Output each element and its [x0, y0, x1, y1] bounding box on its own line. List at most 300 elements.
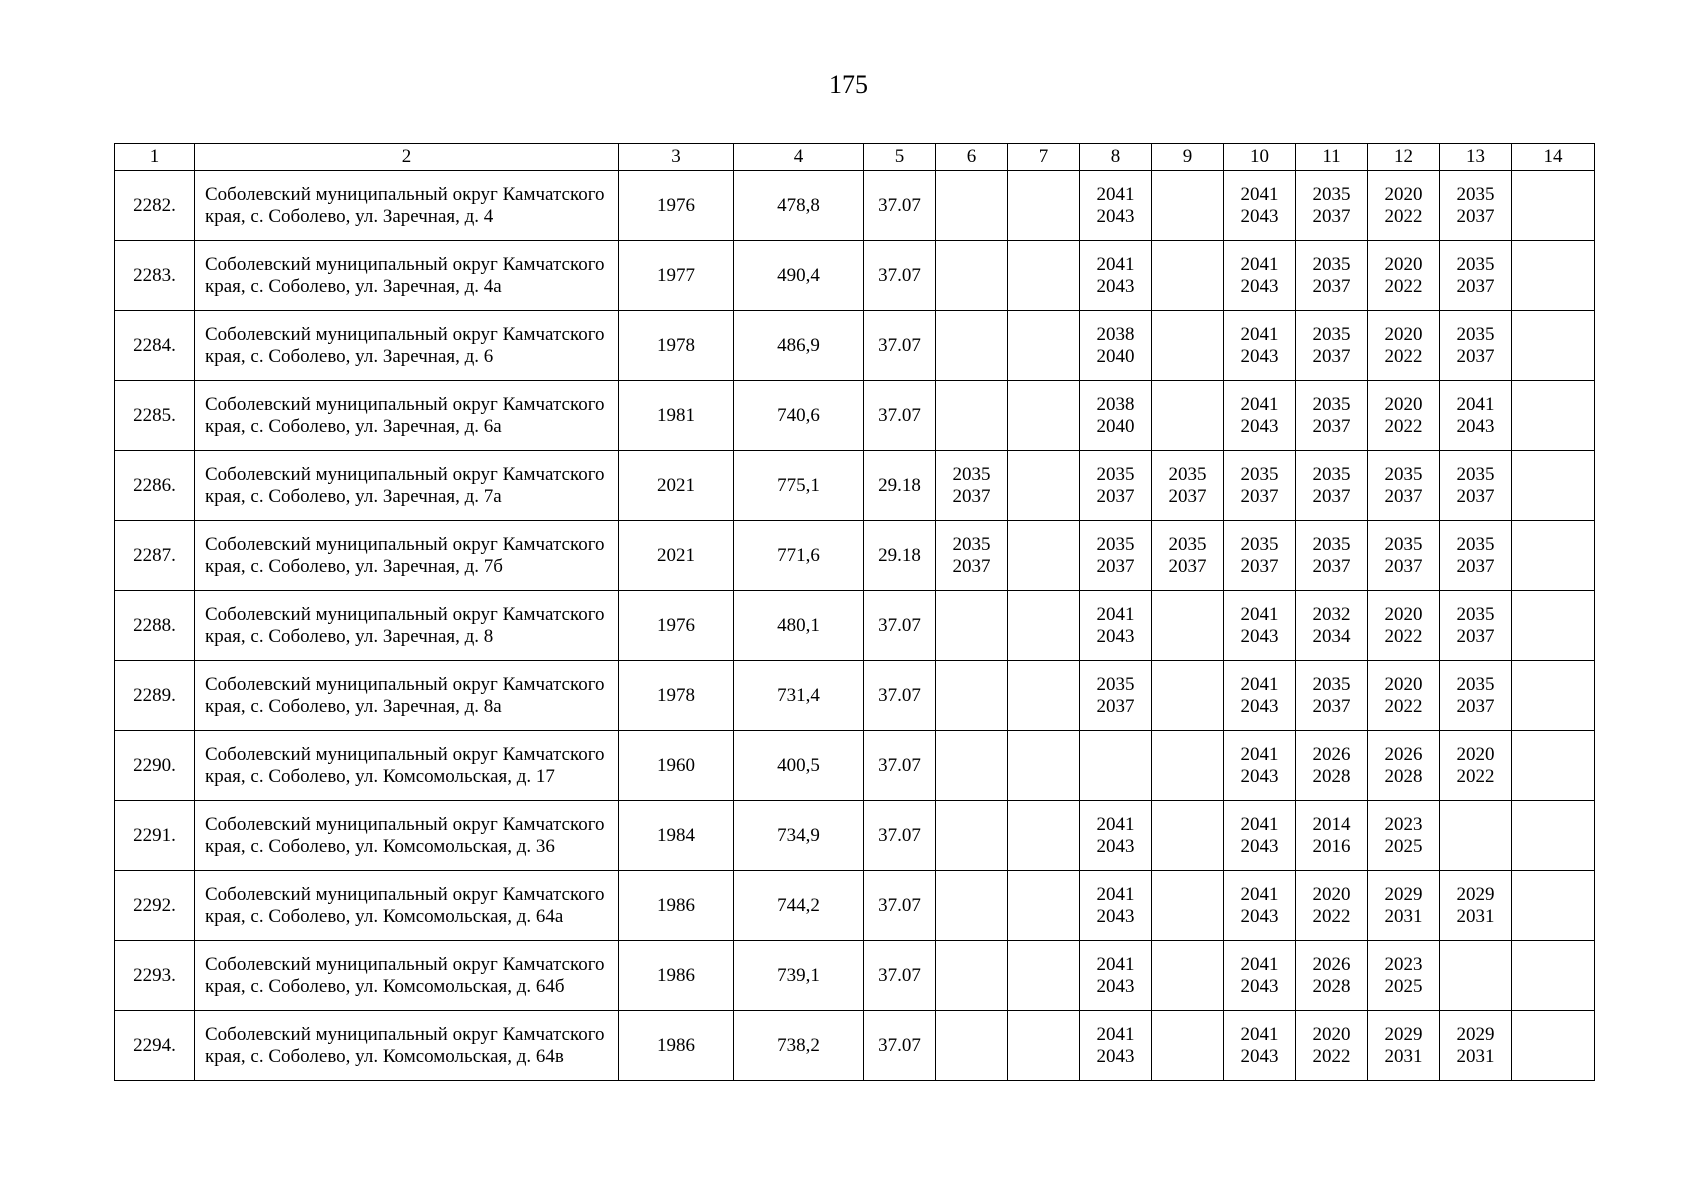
address-cell: Соболевский муниципальный округ Камчатского края, с. Соболево, ул. Заречная, д. 8 [195, 591, 619, 661]
period-cell-10 [1224, 451, 1296, 521]
end-year: 2043 [1096, 205, 1135, 227]
period-cell-14 [1512, 311, 1595, 381]
column-header-12: 12 [1368, 144, 1440, 171]
end-year: 2022 [1384, 415, 1423, 437]
address-cell: Соболевский муниципальный округ Камчатского края, с. Соболево, ул. Заречная, д. 7б [195, 521, 619, 591]
period-cell-10 [1224, 801, 1296, 871]
start-year: 2035 [1456, 253, 1495, 275]
start-year: 2035 [1240, 533, 1279, 555]
start-year: 2020 [1312, 1023, 1351, 1045]
period-cell-14 [1512, 591, 1595, 661]
period-cell-12 [1368, 731, 1440, 801]
year-range [1313, 534, 1351, 578]
period-cell-10 [1224, 661, 1296, 731]
year-range [1097, 324, 1135, 368]
table-row [115, 731, 1595, 801]
table-body [115, 171, 1595, 1081]
row-number-cell: 2292. [115, 871, 195, 941]
start-year: 2029 [1384, 883, 1423, 905]
end-year: 2043 [1240, 345, 1279, 367]
year-built-cell: 2021 [619, 451, 734, 521]
period-cell-12 [1368, 871, 1440, 941]
start-year: 2035 [1456, 323, 1495, 345]
year-range [1457, 464, 1495, 508]
end-year: 2037 [1312, 345, 1351, 367]
area-cell: 739,1 [734, 941, 864, 1011]
year-range [1457, 604, 1495, 648]
year-range [1241, 534, 1279, 578]
start-year: 2035 [1312, 323, 1351, 345]
period-cell-6 [936, 871, 1008, 941]
start-year: 2026 [1312, 953, 1351, 975]
period-cell-6 [936, 591, 1008, 661]
period-cell-9 [1152, 311, 1224, 381]
column-header-11: 11 [1296, 144, 1368, 171]
period-cell-8 [1080, 451, 1152, 521]
year-range [1457, 184, 1495, 228]
table-row [115, 381, 1595, 451]
year-range [1385, 884, 1423, 928]
area-cell: 480,1 [734, 591, 864, 661]
row-number-cell: 2288. [115, 591, 195, 661]
period-cell-10 [1224, 871, 1296, 941]
start-year: 2041 [1240, 1023, 1279, 1045]
start-year: 2041 [1240, 743, 1279, 765]
period-cell-8 [1080, 591, 1152, 661]
period-cell-6 [936, 381, 1008, 451]
period-cell-11 [1296, 171, 1368, 241]
start-year: 2020 [1456, 743, 1495, 765]
start-year: 2041 [1096, 813, 1135, 835]
code-cell: 29.18 [864, 451, 936, 521]
year-range [1385, 394, 1423, 438]
period-cell-9 [1152, 241, 1224, 311]
start-year: 2041 [1240, 953, 1279, 975]
row-number-cell: 2291. [115, 801, 195, 871]
start-year: 2035 [1456, 533, 1495, 555]
start-year: 2020 [1384, 253, 1423, 275]
period-cell-13 [1440, 521, 1512, 591]
column-header-8: 8 [1080, 144, 1152, 171]
start-year: 2035 [952, 533, 991, 555]
period-cell-14 [1512, 1011, 1595, 1081]
end-year: 2037 [1096, 695, 1135, 717]
start-year: 2035 [1168, 463, 1207, 485]
year-range [1097, 604, 1135, 648]
period-cell-6 [936, 1011, 1008, 1081]
end-year: 2022 [1384, 275, 1423, 297]
end-year: 2034 [1312, 625, 1351, 647]
start-year: 2041 [1240, 253, 1279, 275]
start-year: 2020 [1384, 603, 1423, 625]
year-range [1241, 394, 1279, 438]
area-cell: 486,9 [734, 311, 864, 381]
end-year: 2037 [1312, 205, 1351, 227]
code-cell: 37.07 [864, 171, 936, 241]
period-cell-13 [1440, 941, 1512, 1011]
start-year: 2041 [1096, 603, 1135, 625]
year-range [1457, 534, 1495, 578]
address-cell: Соболевский муниципальный округ Камчатского края, с. Соболево, ул. Комсомольская, д. 64б [195, 941, 619, 1011]
start-year: 2041 [1456, 393, 1495, 415]
end-year: 2043 [1240, 695, 1279, 717]
end-year: 2037 [1456, 485, 1495, 507]
start-year: 2041 [1240, 883, 1279, 905]
year-range [1241, 464, 1279, 508]
year-range [1385, 464, 1423, 508]
year-range [1097, 254, 1135, 298]
start-year: 2041 [1096, 253, 1135, 275]
year-built-cell: 1978 [619, 661, 734, 731]
year-built-cell: 1960 [619, 731, 734, 801]
end-year: 2022 [1384, 345, 1423, 367]
year-built-cell: 1986 [619, 871, 734, 941]
end-year: 2043 [1240, 1045, 1279, 1067]
period-cell-14 [1512, 241, 1595, 311]
header-row [115, 144, 1595, 171]
start-year: 2035 [1456, 673, 1495, 695]
year-range [1457, 324, 1495, 368]
area-cell: 744,2 [734, 871, 864, 941]
row-number-cell: 2293. [115, 941, 195, 1011]
end-year: 2028 [1312, 765, 1351, 787]
year-range [1385, 324, 1423, 368]
end-year: 2037 [1456, 555, 1495, 577]
end-year: 2037 [1312, 695, 1351, 717]
housing-registry-table [114, 143, 1595, 1081]
year-range [1241, 954, 1279, 998]
period-cell-9 [1152, 451, 1224, 521]
year-range [1457, 884, 1495, 928]
period-cell-10 [1224, 311, 1296, 381]
period-cell-7 [1008, 661, 1080, 731]
end-year: 2022 [1384, 625, 1423, 647]
start-year: 2023 [1384, 953, 1423, 975]
end-year: 2037 [1384, 555, 1423, 577]
end-year: 2025 [1384, 835, 1423, 857]
period-cell-8 [1080, 241, 1152, 311]
row-number-cell: 2286. [115, 451, 195, 521]
start-year: 2035 [1312, 183, 1351, 205]
end-year: 2037 [1168, 485, 1207, 507]
start-year: 2035 [1312, 393, 1351, 415]
column-header-3: 3 [619, 144, 734, 171]
start-year: 2041 [1096, 1023, 1135, 1045]
start-year: 2035 [1312, 673, 1351, 695]
year-range [1097, 954, 1135, 998]
period-cell-8 [1080, 941, 1152, 1011]
period-cell-8 [1080, 731, 1152, 801]
end-year: 2037 [1456, 625, 1495, 647]
period-cell-11 [1296, 381, 1368, 451]
code-cell: 37.07 [864, 311, 936, 381]
year-range [1385, 744, 1423, 788]
address-cell: Соболевский муниципальный округ Камчатского края, с. Соболево, ул. Комсомольская, д. 17 [195, 731, 619, 801]
year-range [1313, 1024, 1351, 1068]
year-built-cell: 1981 [619, 381, 734, 451]
year-range [953, 464, 991, 508]
end-year: 2031 [1456, 905, 1495, 927]
period-cell-10 [1224, 941, 1296, 1011]
start-year: 2020 [1384, 323, 1423, 345]
year-built-cell: 1986 [619, 1011, 734, 1081]
code-cell: 29.18 [864, 521, 936, 591]
period-cell-9 [1152, 731, 1224, 801]
period-cell-7 [1008, 1011, 1080, 1081]
start-year: 2035 [1384, 463, 1423, 485]
period-cell-9 [1152, 521, 1224, 591]
period-cell-7 [1008, 381, 1080, 451]
period-cell-6 [936, 731, 1008, 801]
year-range [1241, 744, 1279, 788]
code-cell: 37.07 [864, 871, 936, 941]
start-year: 2032 [1312, 603, 1351, 625]
year-range [1241, 604, 1279, 648]
end-year: 2022 [1312, 1045, 1351, 1067]
end-year: 2022 [1384, 695, 1423, 717]
period-cell-8 [1080, 871, 1152, 941]
code-cell: 37.07 [864, 381, 936, 451]
column-header-10: 10 [1224, 144, 1296, 171]
year-range [1457, 744, 1495, 788]
year-range [1097, 464, 1135, 508]
end-year: 2028 [1384, 765, 1423, 787]
period-cell-12 [1368, 801, 1440, 871]
year-range [1241, 254, 1279, 298]
address-cell: Соболевский муниципальный округ Камчатского края, с. Соболево, ул. Комсомольская, д. 36 [195, 801, 619, 871]
period-cell-12 [1368, 661, 1440, 731]
year-range [1385, 184, 1423, 228]
column-header-7: 7 [1008, 144, 1080, 171]
start-year: 2041 [1096, 183, 1135, 205]
year-range [1457, 394, 1495, 438]
year-range [1097, 394, 1135, 438]
end-year: 2037 [952, 485, 991, 507]
start-year: 2035 [1240, 463, 1279, 485]
period-cell-13 [1440, 661, 1512, 731]
period-cell-9 [1152, 871, 1224, 941]
page-number: 175 [829, 70, 868, 99]
end-year: 2043 [1096, 275, 1135, 297]
period-cell-13 [1440, 731, 1512, 801]
year-range [1313, 674, 1351, 718]
period-cell-7 [1008, 311, 1080, 381]
year-built-cell: 1976 [619, 591, 734, 661]
period-cell-13 [1440, 381, 1512, 451]
start-year: 2035 [952, 463, 991, 485]
table-row [115, 241, 1595, 311]
start-year: 2020 [1384, 393, 1423, 415]
start-year: 2041 [1240, 813, 1279, 835]
year-range [1097, 534, 1135, 578]
start-year: 2026 [1384, 743, 1423, 765]
start-year: 2041 [1240, 183, 1279, 205]
start-year: 2035 [1384, 533, 1423, 555]
period-cell-13 [1440, 1011, 1512, 1081]
period-cell-12 [1368, 381, 1440, 451]
period-cell-11 [1296, 801, 1368, 871]
period-cell-7 [1008, 591, 1080, 661]
column-header-4: 4 [734, 144, 864, 171]
period-cell-11 [1296, 241, 1368, 311]
end-year: 2043 [1096, 835, 1135, 857]
year-range [1241, 1024, 1279, 1068]
period-cell-11 [1296, 871, 1368, 941]
year-range [1313, 464, 1351, 508]
period-cell-6 [936, 311, 1008, 381]
address-cell: Соболевский муниципальный округ Камчатского края, с. Соболево, ул. Заречная, д. 6 [195, 311, 619, 381]
start-year: 2023 [1384, 813, 1423, 835]
start-year: 2038 [1096, 323, 1135, 345]
end-year: 2022 [1312, 905, 1351, 927]
year-range [1457, 1024, 1495, 1068]
year-range [1097, 1024, 1135, 1068]
period-cell-7 [1008, 801, 1080, 871]
period-cell-7 [1008, 941, 1080, 1011]
row-number-cell: 2283. [115, 241, 195, 311]
code-cell: 37.07 [864, 591, 936, 661]
start-year: 2029 [1456, 883, 1495, 905]
period-cell-11 [1296, 661, 1368, 731]
column-header-14: 14 [1512, 144, 1595, 171]
column-header-5: 5 [864, 144, 936, 171]
end-year: 2043 [1096, 905, 1135, 927]
end-year: 2040 [1096, 345, 1135, 367]
start-year: 2035 [1456, 183, 1495, 205]
end-year: 2037 [1168, 555, 1207, 577]
year-range [1385, 1024, 1423, 1068]
end-year: 2043 [1456, 415, 1495, 437]
period-cell-13 [1440, 871, 1512, 941]
period-cell-8 [1080, 1011, 1152, 1081]
period-cell-12 [1368, 311, 1440, 381]
year-range [1313, 604, 1351, 648]
table-row [115, 661, 1595, 731]
start-year: 2020 [1312, 883, 1351, 905]
end-year: 2037 [1456, 345, 1495, 367]
year-range [1385, 954, 1423, 998]
column-header-1: 1 [115, 144, 195, 171]
period-cell-6 [936, 521, 1008, 591]
year-range [1097, 674, 1135, 718]
period-cell-7 [1008, 241, 1080, 311]
period-cell-10 [1224, 381, 1296, 451]
period-cell-11 [1296, 591, 1368, 661]
period-cell-8 [1080, 521, 1152, 591]
period-cell-10 [1224, 241, 1296, 311]
year-built-cell: 2021 [619, 521, 734, 591]
year-range [1241, 324, 1279, 368]
period-cell-12 [1368, 521, 1440, 591]
period-cell-6 [936, 451, 1008, 521]
period-cell-14 [1512, 521, 1595, 591]
end-year: 2043 [1096, 975, 1135, 997]
row-number-cell: 2289. [115, 661, 195, 731]
end-year: 2037 [1240, 485, 1279, 507]
year-range [1241, 674, 1279, 718]
end-year: 2031 [1384, 905, 1423, 927]
year-range [1385, 534, 1423, 578]
end-year: 2037 [1312, 555, 1351, 577]
column-header-9: 9 [1152, 144, 1224, 171]
start-year: 2035 [1096, 463, 1135, 485]
start-year: 2029 [1456, 1023, 1495, 1045]
start-year: 2035 [1312, 253, 1351, 275]
period-cell-12 [1368, 451, 1440, 521]
year-range [1313, 324, 1351, 368]
period-cell-11 [1296, 521, 1368, 591]
year-range [1457, 674, 1495, 718]
end-year: 2016 [1312, 835, 1351, 857]
period-cell-8 [1080, 801, 1152, 871]
year-range [1385, 604, 1423, 648]
period-cell-8 [1080, 311, 1152, 381]
period-cell-12 [1368, 591, 1440, 661]
address-cell: Соболевский муниципальный округ Камчатского края, с. Соболево, ул. Заречная, д. 6а [195, 381, 619, 451]
start-year: 2014 [1312, 813, 1351, 835]
end-year: 2022 [1456, 765, 1495, 787]
period-cell-10 [1224, 1011, 1296, 1081]
period-cell-13 [1440, 171, 1512, 241]
period-cell-14 [1512, 451, 1595, 521]
row-number-cell: 2294. [115, 1011, 195, 1081]
year-range [1385, 814, 1423, 858]
year-range [1097, 184, 1135, 228]
period-cell-9 [1152, 171, 1224, 241]
start-year: 2035 [1096, 673, 1135, 695]
area-cell: 478,8 [734, 171, 864, 241]
year-built-cell: 1978 [619, 311, 734, 381]
year-range [1169, 534, 1207, 578]
row-number-cell: 2284. [115, 311, 195, 381]
period-cell-8 [1080, 661, 1152, 731]
year-built-cell: 1976 [619, 171, 734, 241]
address-cell: Соболевский муниципальный округ Камчатского края, с. Соболево, ул. Комсомольская, д. 64а [195, 871, 619, 941]
start-year: 2041 [1096, 953, 1135, 975]
period-cell-6 [936, 241, 1008, 311]
period-cell-11 [1296, 941, 1368, 1011]
area-cell: 740,6 [734, 381, 864, 451]
period-cell-11 [1296, 311, 1368, 381]
period-cell-10 [1224, 521, 1296, 591]
end-year: 2037 [1240, 555, 1279, 577]
period-cell-6 [936, 941, 1008, 1011]
period-cell-8 [1080, 381, 1152, 451]
end-year: 2037 [952, 555, 991, 577]
period-cell-12 [1368, 241, 1440, 311]
period-cell-11 [1296, 451, 1368, 521]
end-year: 2040 [1096, 415, 1135, 437]
start-year: 2026 [1312, 743, 1351, 765]
end-year: 2037 [1384, 485, 1423, 507]
year-range [1313, 884, 1351, 928]
address-cell: Соболевский муниципальный округ Камчатского края, с. Соболево, ул. Заречная, д. 7а [195, 451, 619, 521]
end-year: 2031 [1384, 1045, 1423, 1067]
period-cell-13 [1440, 591, 1512, 661]
start-year: 2041 [1240, 673, 1279, 695]
start-year: 2035 [1456, 603, 1495, 625]
table-row [115, 801, 1595, 871]
start-year: 2041 [1240, 603, 1279, 625]
table-row [115, 521, 1595, 591]
year-range [1241, 814, 1279, 858]
year-built-cell: 1986 [619, 941, 734, 1011]
period-cell-9 [1152, 1011, 1224, 1081]
end-year: 2037 [1456, 695, 1495, 717]
start-year: 2035 [1312, 533, 1351, 555]
end-year: 2037 [1312, 415, 1351, 437]
period-cell-12 [1368, 941, 1440, 1011]
